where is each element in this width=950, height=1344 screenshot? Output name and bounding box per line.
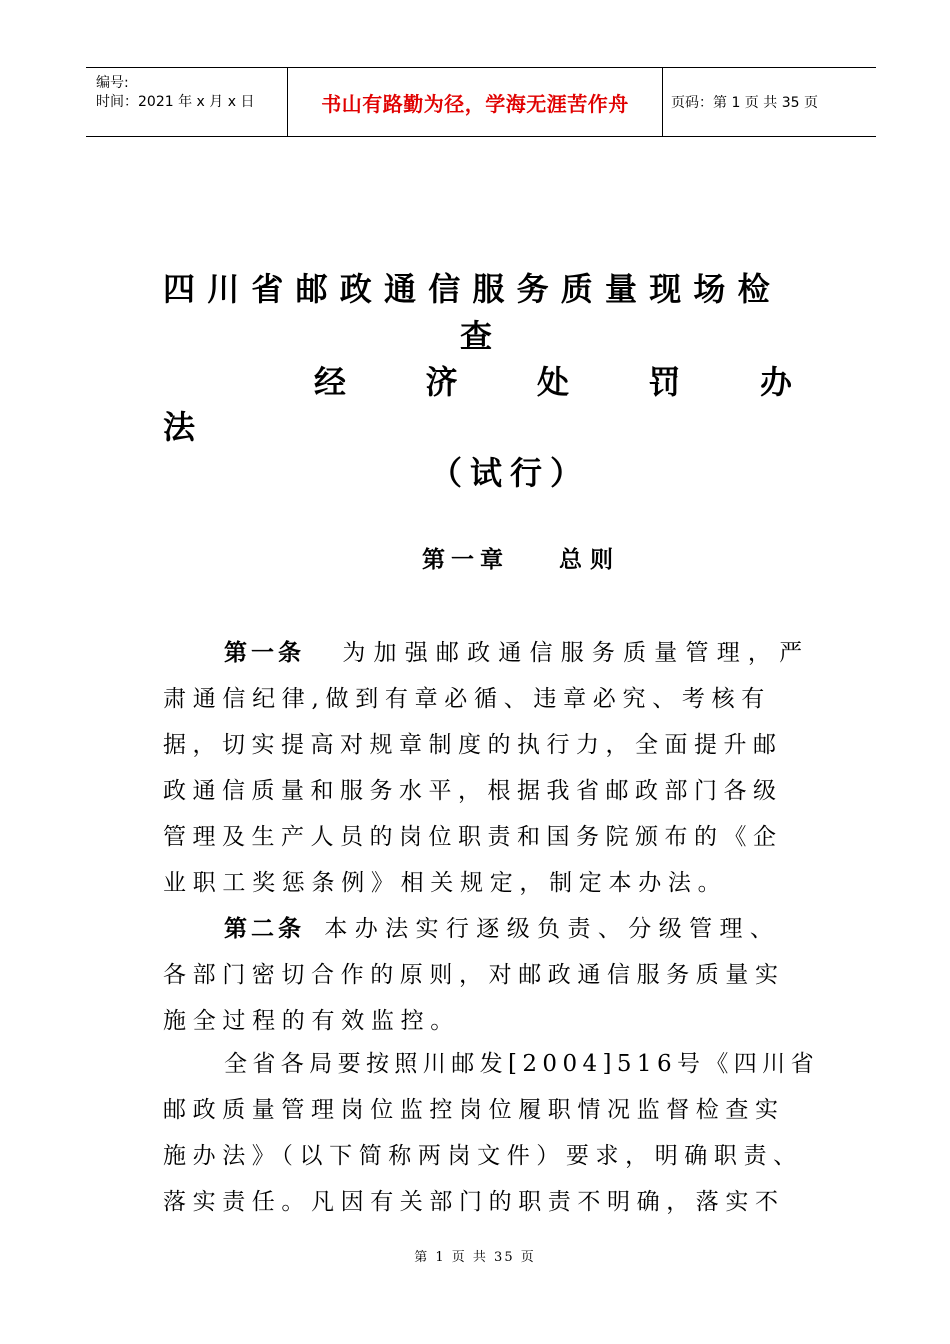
page-footer: 第 1 页 共 35 页 <box>414 1250 536 1265</box>
header-left-cell <box>86 68 288 136</box>
header-page-info: 页码：第 1 页 共 35 页 <box>671 95 818 111</box>
chapter-name: 总则 <box>559 547 622 573</box>
header-page-cell <box>663 68 876 136</box>
article-1-first-line <box>224 634 810 667</box>
title-line-4: 法 <box>163 408 196 446</box>
title-char: 处 <box>536 363 569 401</box>
title-char: 经 <box>314 363 347 401</box>
article-1-text: 为加强邮政通信服务质量管理，严 <box>342 640 811 666</box>
chapter-number: 第一章 <box>422 547 509 573</box>
title-char: 罚 <box>648 363 681 401</box>
article-1-line-2: 肃通信纪律,做到有章必循、违章必究、考核有 <box>163 686 772 712</box>
title-char: 办 <box>759 363 792 401</box>
title-char: 济 <box>425 363 458 401</box>
article-1-line-3: 据，切实提高对规章制度的执行力，全面提升邮 <box>163 732 783 758</box>
article-2-label: 第二条 <box>224 916 305 942</box>
title-line-1-text: 四川省邮政通信服务质量现场检 <box>163 270 782 308</box>
paragraph-3-line-1: 全省各局要按照川邮发[2004]516号《四川省 <box>224 1051 819 1077</box>
article-2-first-line <box>224 910 780 943</box>
paragraph-3-line-4: 落实责任。凡因有关部门的职责不明确，落实不 <box>163 1189 785 1215</box>
chapter-heading <box>422 541 621 574</box>
header-motto-cell <box>288 68 663 136</box>
article-2-line-2: 各部门密切合作的原则，对邮政通信服务质量实 <box>163 962 785 988</box>
paragraph-3-line-2: 邮政质量管理岗位监控岗位履职情况监督检查实 <box>163 1097 785 1123</box>
header-table <box>86 67 876 137</box>
title-subtitle: （试行） <box>430 454 591 492</box>
document-date-label: 时间：2021 年 x 月 x 日 <box>96 94 255 110</box>
paragraph-3-line-3: 施办法》（以下简称两岗文件）要求，明确职责、 <box>163 1143 803 1169</box>
document-number-label: 编号: <box>96 75 129 91</box>
article-1-label: 第一条 <box>224 640 305 666</box>
article-1-line-4: 政通信质量和服务水平，根据我省邮政部门各级 <box>163 778 783 804</box>
header-motto: 书山有路勤为径，学海无涯苦作舟 <box>321 91 629 116</box>
article-1-line-6: 业职工奖惩条例》相关规定，制定本办法。 <box>163 870 728 896</box>
article-1-line-5: 管理及生产人员的岗位职责和国务院颁布的《企 <box>163 824 783 850</box>
article-2-line-3: 施全过程的有效监控。 <box>163 1008 460 1034</box>
title-line-3 <box>314 357 792 403</box>
title-line-1 <box>163 264 791 310</box>
article-2-text: 本办法实行逐级负责、分级管理、 <box>324 916 781 942</box>
title-line-2: 查 <box>460 317 493 355</box>
